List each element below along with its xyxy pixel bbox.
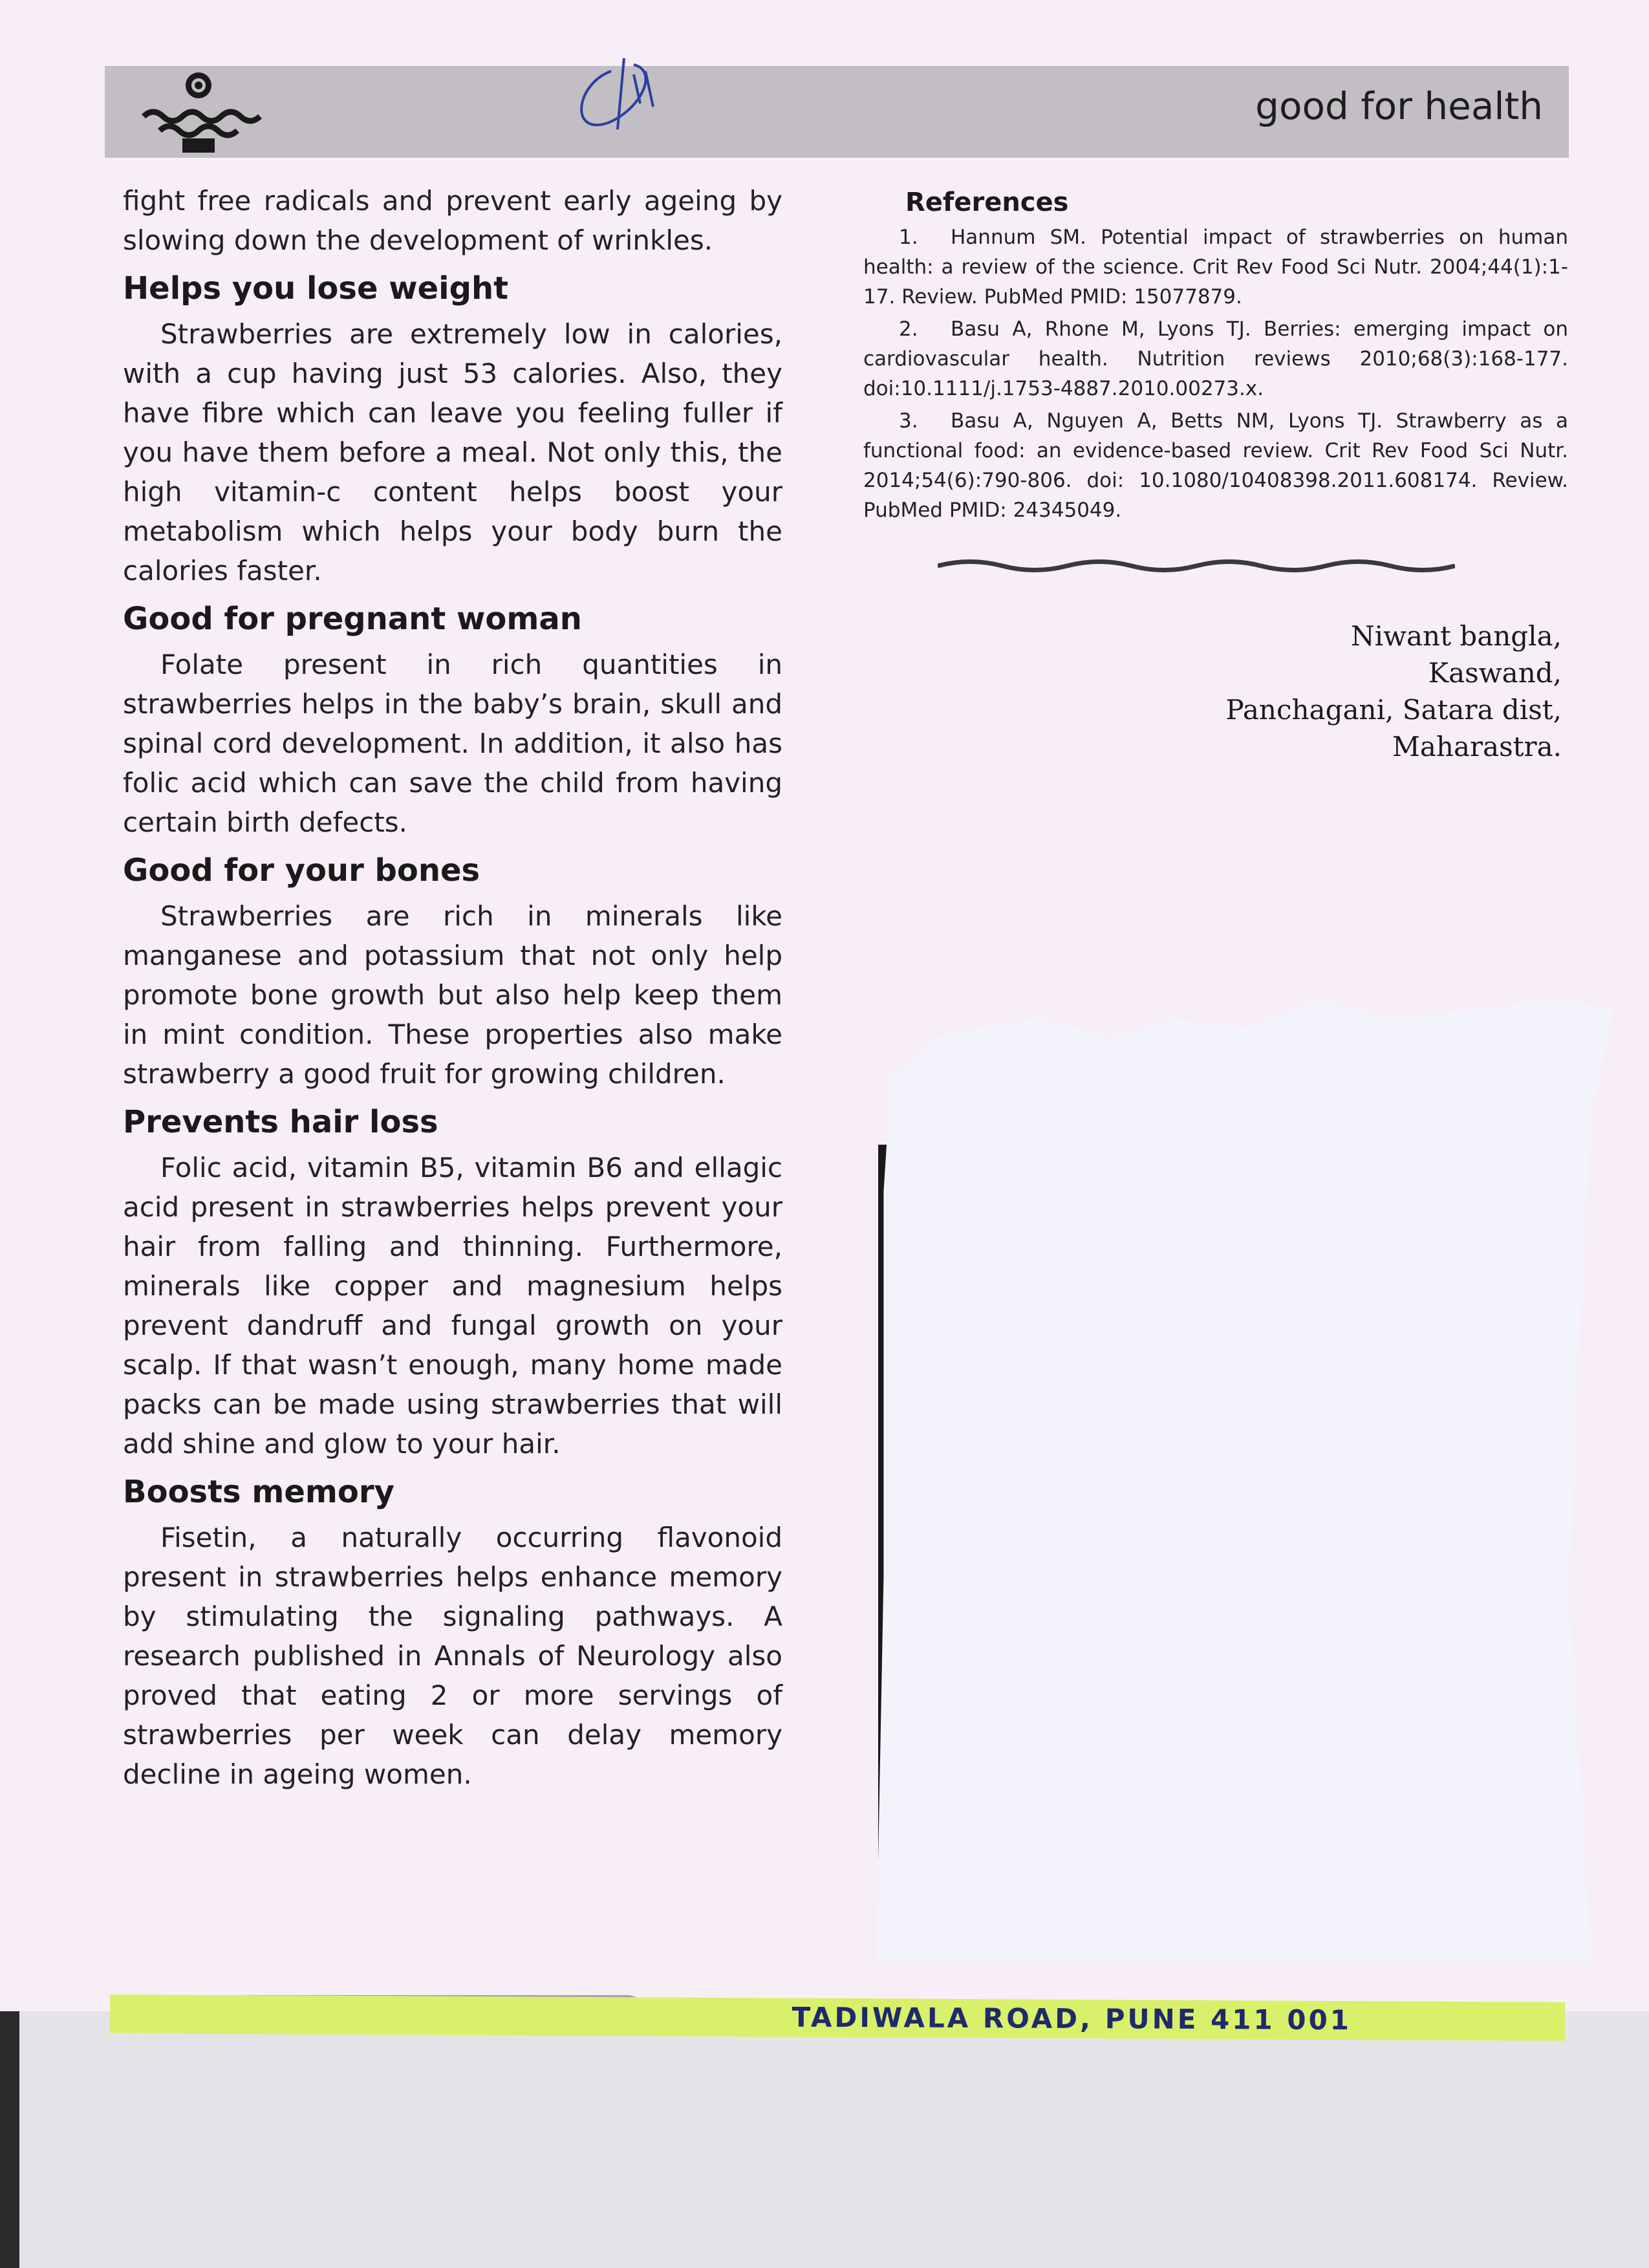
scan-edge (0, 2011, 19, 2268)
sun-waves-logo-icon (131, 66, 266, 158)
left-column (123, 181, 782, 1794)
reference-text: Hannum SM. Potential impact of strawberries on human health: a review of the science. Crit Rev Food Sci Nutr. 2004;44(1):1-17. Review. PubMed PMID: 15077879. (863, 226, 1568, 308)
address-line: Niwant bangla, (1350, 620, 1562, 652)
references-block (863, 188, 1568, 528)
heading-memory: Boosts memory (123, 1474, 394, 1510)
scanner-background (0, 2011, 1649, 2268)
reference-text: Basu A, Rhone M, Lyons TJ. Berries: emerging impact on cardiovascular health. Nutrition reviews 2010;68(3):168-177. doi:10.1111/j.1753-4887.2010.00273.x. (863, 318, 1568, 400)
heading-hair-loss: Prevents hair loss (123, 1104, 438, 1140)
heading-pregnant-woman: Good for pregnant woman (123, 601, 582, 637)
references-heading: References (905, 188, 1069, 217)
reference-item (863, 406, 1568, 525)
heading-lose-weight: Helps you lose weight (123, 270, 509, 307)
wave-divider (938, 556, 1455, 576)
paragraph-memory: Fisetin, a naturally occurring flavonoid present in strawberries helps enhance memory by stimulating the signaling pathways. A research published in Annals of Neurology also proved that eating 2 or more servings of strawberries per week can delay memory decline in ageing women. (123, 1522, 782, 1790)
section-title: good for health (1255, 84, 1543, 128)
reference-text: Basu A, Nguyen A, Betts NM, Lyons TJ. Strawberry as a functional food: an evidence-based review. Crit Rev Food Sci Nutr. 2014;54(6):790-806. doi: 10.1080/10408398.2011.608174. Review. PubMed PMID: 24345049. (863, 409, 1568, 522)
torn-paper-patch (876, 999, 1613, 1963)
reference-item (863, 314, 1568, 404)
address-line: Panchagani, Satara dist, (1225, 694, 1562, 726)
paragraph-pregnant-woman: Folate present in rich quantities in strawberries helps in the baby’s brain, skull and spinal cord development. In addition, it also has folic acid which can save the child from having certain birth defects. (123, 649, 782, 838)
reference-item (863, 222, 1568, 312)
paragraph-lose-weight: Strawberries are extremely low in calories, with a cup having just 53 calories. Also, they have fibre which can leave you feeling fuller if you have them before a meal. Not only this, the high vitamin-c content helps boost your metabolism which helps your body burn the calories faster. (123, 318, 782, 587)
heading-bones: Good for your bones (123, 852, 480, 889)
reference-number: 3. (899, 409, 918, 433)
reference-number: 2. (899, 318, 918, 341)
paragraph-hair-loss: Folic acid, vitamin B5, vitamin B6 and ellagic acid present in strawberries helps prevent your hair from falling and thinning. Furthermore, minerals like copper and magnesium helps prevent dandruff and fungal growth on your scalp. If that wasn’t enough, many home made packs can be made using strawberries that will add shine and glow to your hair. (123, 1152, 782, 1460)
header-bar (105, 66, 1569, 158)
reference-number: 1. (899, 226, 918, 249)
handwritten-signature (563, 45, 692, 142)
address-line: Kaswand, (1428, 657, 1562, 689)
footer-strip: TADIWALA ROAD, PUNE 411 001 (110, 1994, 1565, 2041)
address-line: Maharastra. (1392, 731, 1562, 762)
paragraph-bones: Strawberries are rich in minerals like manganese and potassium that not only help promote bone growth but also help keep them in mint condition. These properties also make strawberry a good fruit for growing children. (123, 900, 782, 1090)
intro-paragraph: fight free radicals and prevent early ageing by slowing down the development of wrinkles. (123, 185, 782, 256)
author-address (1226, 618, 1562, 765)
